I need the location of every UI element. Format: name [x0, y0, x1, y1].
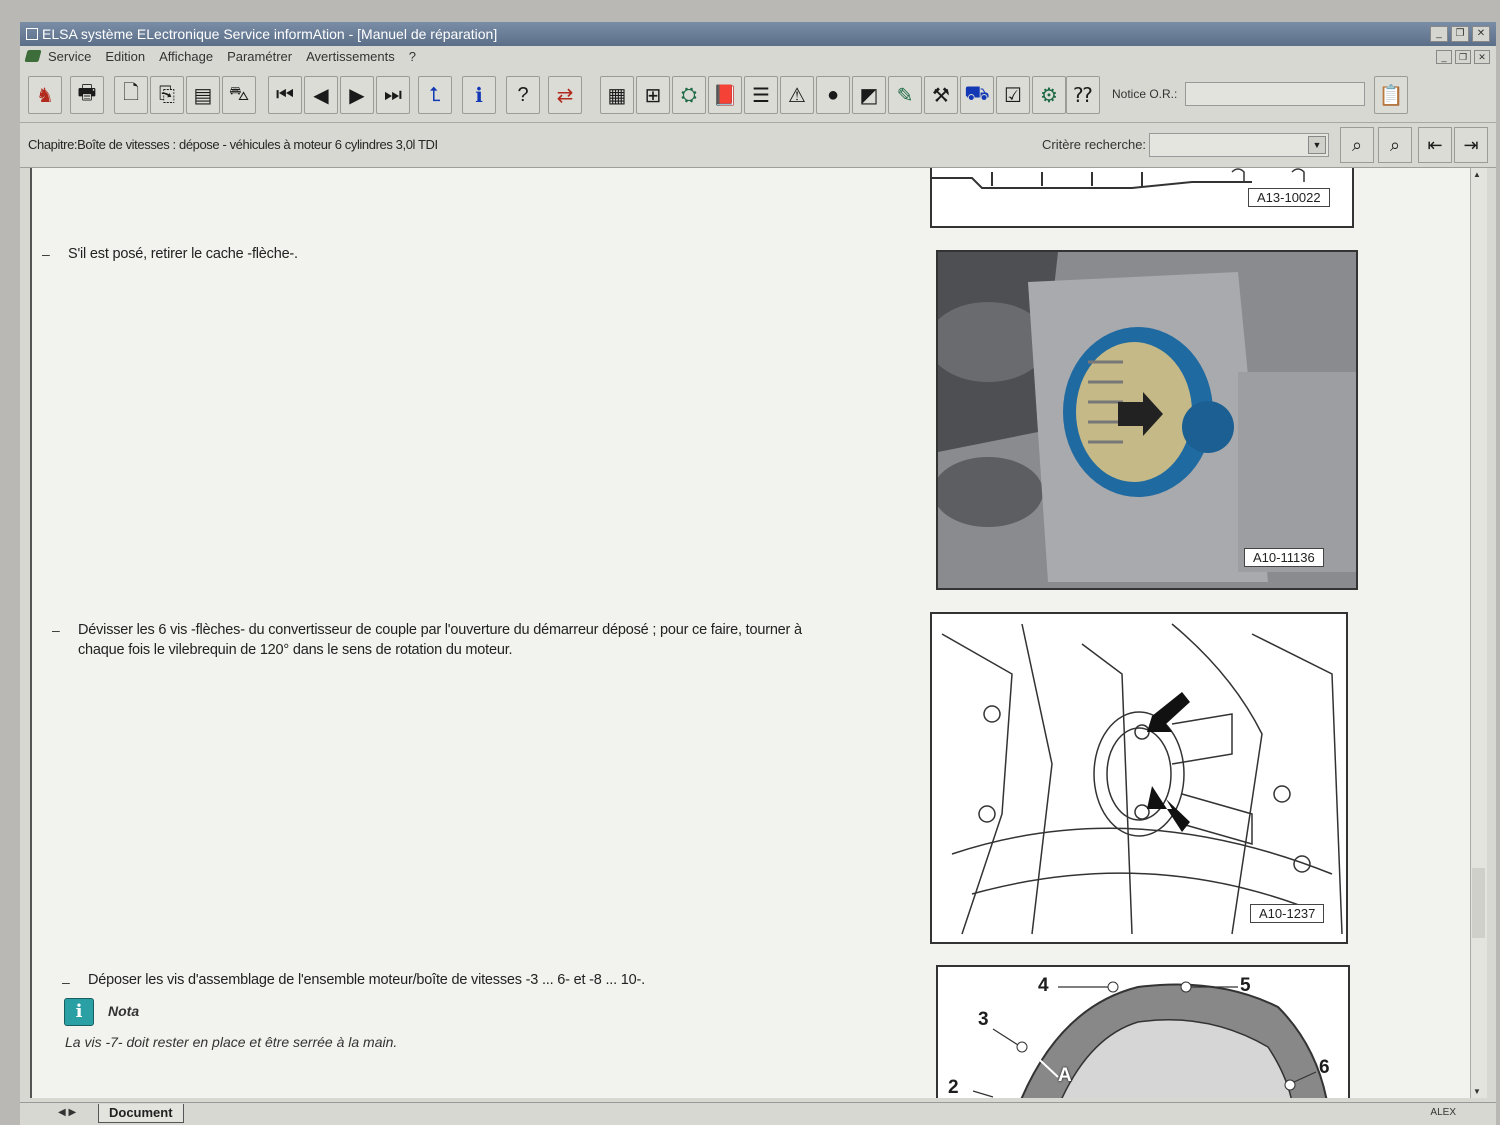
child-close-button[interactable]: ✕ — [1474, 50, 1490, 64]
menu-edition[interactable]: Edition — [105, 49, 146, 64]
search-criteria-label: Critère recherche: — [1042, 137, 1147, 152]
note-text: La vis -7- doit rester en place et être serrée à la main. — [65, 1034, 398, 1050]
menu-avertissements[interactable]: Avertissements — [306, 49, 395, 64]
previous-icon[interactable]: ◀ — [304, 76, 338, 114]
clipboard-icon[interactable]: 📋 — [1374, 76, 1408, 114]
app-icon — [26, 28, 38, 40]
converter-bolts-drawing — [932, 614, 1346, 942]
print-icon[interactable]: 🖶 — [70, 76, 104, 114]
bolt-label-2: 2 — [948, 1077, 959, 1098]
step-dash: – — [42, 246, 50, 262]
search-criteria-select[interactable] — [1149, 133, 1329, 157]
manual-book-icon[interactable]: 📕 — [708, 76, 742, 114]
minimize-button[interactable]: _ — [1430, 26, 1448, 42]
restore-button[interactable]: ❐ — [1451, 26, 1469, 42]
repair-group-icon[interactable]: ▦ — [600, 76, 634, 114]
next-icon[interactable]: ▶ — [340, 76, 374, 114]
note-info-icon: i — [64, 998, 94, 1026]
title-bar — [20, 22, 1496, 46]
menu-help[interactable]: ? — [408, 49, 416, 64]
close-button[interactable]: ✕ — [1472, 26, 1490, 42]
tools-icon[interactable]: ⚙ — [1032, 76, 1066, 114]
chapter-bar — [20, 123, 1496, 168]
bellhousing-drawing — [938, 967, 1348, 1098]
notice-label: Notice O.R.: — [1112, 87, 1178, 101]
last-page-icon[interactable]: ⏭ — [376, 76, 410, 114]
user-label: ALEX — [1430, 1107, 1456, 1118]
collapse-icon[interactable]: ⇤ — [1418, 127, 1452, 163]
context-help-icon[interactable]: ⁇ — [1066, 76, 1100, 114]
torque-converter-cover-drawing — [938, 252, 1356, 588]
figure-a10-1237 — [930, 612, 1348, 944]
tab-scroll-arrows-icon[interactable]: ◀ ▶ — [58, 1107, 77, 1118]
expand-icon[interactable]: ⇥ — [1454, 127, 1488, 163]
copy-icon[interactable]: ⎘ — [150, 76, 184, 114]
note-title: Nota — [108, 1003, 140, 1019]
bolt-label-3: 3 — [978, 1009, 989, 1030]
document-icon — [24, 50, 41, 62]
figure-a13-10022 — [930, 168, 1354, 228]
menu-affichage[interactable]: Affichage — [159, 49, 214, 64]
step-dash: – — [62, 974, 70, 990]
notice-input[interactable] — [1185, 82, 1365, 106]
bolt-label-5: 5 — [1240, 975, 1251, 996]
tab-document[interactable]: Document — [98, 1104, 184, 1123]
step-text: chaque fois le vilebrequin de 120° dans le sens de rotation du moteur. — [78, 642, 513, 658]
document-view — [30, 168, 1472, 1098]
step-text: Dévisser les 6 vis -flèches- du convertisseur de couple par l'ouverture du démarreur déposé ; pour ce faire, tourner à — [78, 622, 802, 638]
area-label-a: A — [1058, 1065, 1072, 1086]
engine-icon[interactable]: ⛭ — [672, 76, 706, 114]
scroll-up-icon[interactable]: ▲ — [1473, 170, 1481, 179]
grid-icon[interactable]: ⊞ — [636, 76, 670, 114]
figure-code: A10-1237 — [1250, 904, 1324, 923]
chevron-down-icon[interactable]: ▼ — [1308, 136, 1326, 154]
first-page-icon[interactable]: ⏮ — [268, 76, 302, 114]
vehicle-id-icon[interactable]: ♞ — [28, 76, 62, 114]
chapter-title: Chapitre:Boîte de vitesses : dépose - véhicules à moteur 6 cylindres 3,0l TDI — [28, 137, 438, 152]
diagnosis-car-icon[interactable]: ⛟ — [960, 76, 994, 114]
figure-bolt-positions — [936, 965, 1350, 1098]
edit-icon[interactable]: ✎ — [888, 76, 922, 114]
car-icon[interactable]: ⛍ — [222, 76, 256, 114]
display-icon[interactable]: ◩ — [852, 76, 886, 114]
circle-icon[interactable]: ● — [816, 76, 850, 114]
window-title: ELSA système ELectronique Service informAtion - [Manuel de réparation] — [42, 26, 498, 42]
checklist-icon[interactable]: ☑ — [996, 76, 1030, 114]
bolt-label-4: 4 — [1038, 975, 1049, 996]
step-text: S'il est posé, retirer le cache -flèche-. — [68, 246, 298, 262]
child-minimize-button[interactable]: _ — [1436, 50, 1452, 64]
warning-icon[interactable]: ⚠ — [780, 76, 814, 114]
scroll-thumb[interactable] — [1472, 868, 1485, 938]
bolt-label-6: 6 — [1319, 1057, 1330, 1078]
info-icon[interactable]: ℹ — [462, 76, 496, 114]
binoculars-next-icon[interactable]: ⌕ — [1378, 127, 1412, 163]
binoculars-icon[interactable]: ⌕ — [1340, 127, 1374, 163]
step-dash: – — [52, 622, 60, 638]
scroll-down-icon[interactable]: ▼ — [1473, 1087, 1481, 1096]
list-icon[interactable]: ☰ — [744, 76, 778, 114]
toolbar — [20, 70, 1496, 123]
swap-icon[interactable]: ⇄ — [548, 76, 582, 114]
menu-service[interactable]: Service — [48, 49, 92, 64]
figure-code: A10-11136 — [1244, 548, 1324, 567]
figure-code: A13-10022 — [1248, 188, 1330, 207]
vertical-scrollbar[interactable] — [1470, 168, 1487, 1098]
app-window — [20, 22, 1496, 1124]
new-document-icon[interactable]: 🗋 — [114, 76, 148, 114]
status-bar — [20, 1102, 1496, 1125]
help-icon[interactable]: ? — [506, 76, 540, 114]
child-restore-button[interactable]: ❐ — [1455, 50, 1471, 64]
back-arrow-icon[interactable]: ⮤ — [418, 76, 452, 114]
notes-icon[interactable]: ▤ — [186, 76, 220, 114]
menu-bar — [20, 46, 1496, 68]
figure-a10-11136 — [936, 250, 1358, 590]
menu-parametrer[interactable]: Paramétrer — [227, 49, 293, 64]
step-text: Déposer les vis d'assemblage de l'ensemble moteur/boîte de vitesses -3 ... 6- et -8 ... 10-. — [88, 972, 645, 988]
pliers-icon[interactable]: ⚒ — [924, 76, 958, 114]
